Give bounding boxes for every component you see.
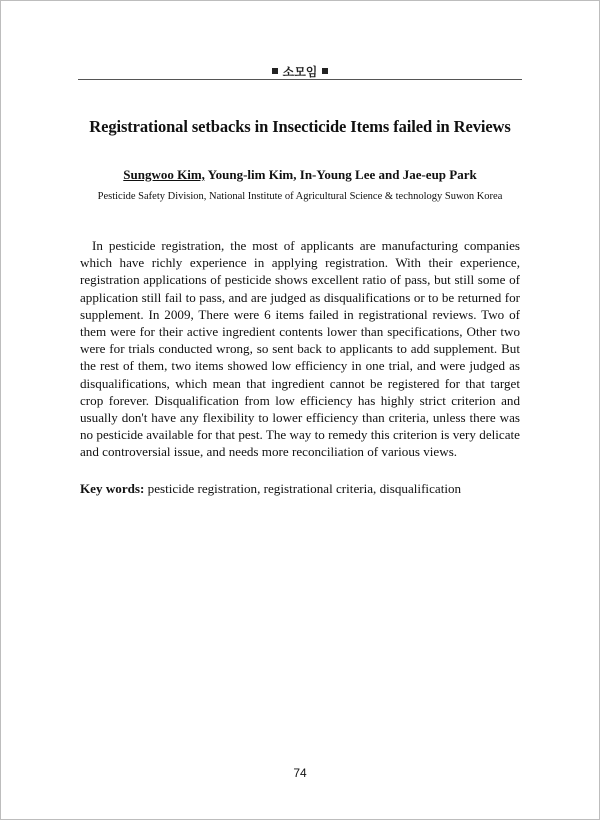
- presenting-author: Sungwoo Kim,: [123, 167, 205, 182]
- header-rule: [78, 79, 522, 80]
- section-header: [78, 63, 522, 80]
- square-bullet-icon: [322, 68, 328, 74]
- page-number: 74: [293, 766, 307, 780]
- paper-title: Registrational setbacks in Insecticide Items failed in Reviews: [89, 117, 511, 136]
- section-label: 소모임: [282, 65, 318, 79]
- co-authors: Young-lim Kim, In-Young Lee and Jae-eup Park: [204, 167, 477, 182]
- keywords-label: Key words:: [80, 481, 145, 496]
- keywords-text: pesticide registration, registrational criteria, disqualification: [144, 481, 462, 496]
- abstract-body: In pesticide registration, the most of applicants are manufacturing companies which have richly experience in applying registration. With their experience, registration applications of pesticide shows excellent ratio of pass, but still some of application still fail to pass, and are judged as disqualifications or to be returned for supplement. In 2009, There were 6 items failed in registrational reviews. Two of them were for their active ingredient contents lower than specifications, Other two were for trials conducted wrong, so sent back to applicants to add supplement. But the rest of them, two items showed low efficiency in one trial, and were judged as disqualifications, which mean that ingredient cannot be registered for that target crop forever. Disqualification from low efficiency has highly strict criterion and usually don't have any flexibility to lower efficiency than criteria, unless there was no pesticide available for that pest. The way to remedy this criterion is very delicate and controversial issue, and needs more reconciliation of various views.: [80, 238, 520, 460]
- square-bullet-icon: [272, 68, 278, 74]
- keywords: [80, 480, 520, 497]
- affiliation: Pesticide Safety Division, National Institute of Agricultural Science & technology Suwon Korea: [97, 191, 503, 202]
- author-list: [40, 167, 560, 183]
